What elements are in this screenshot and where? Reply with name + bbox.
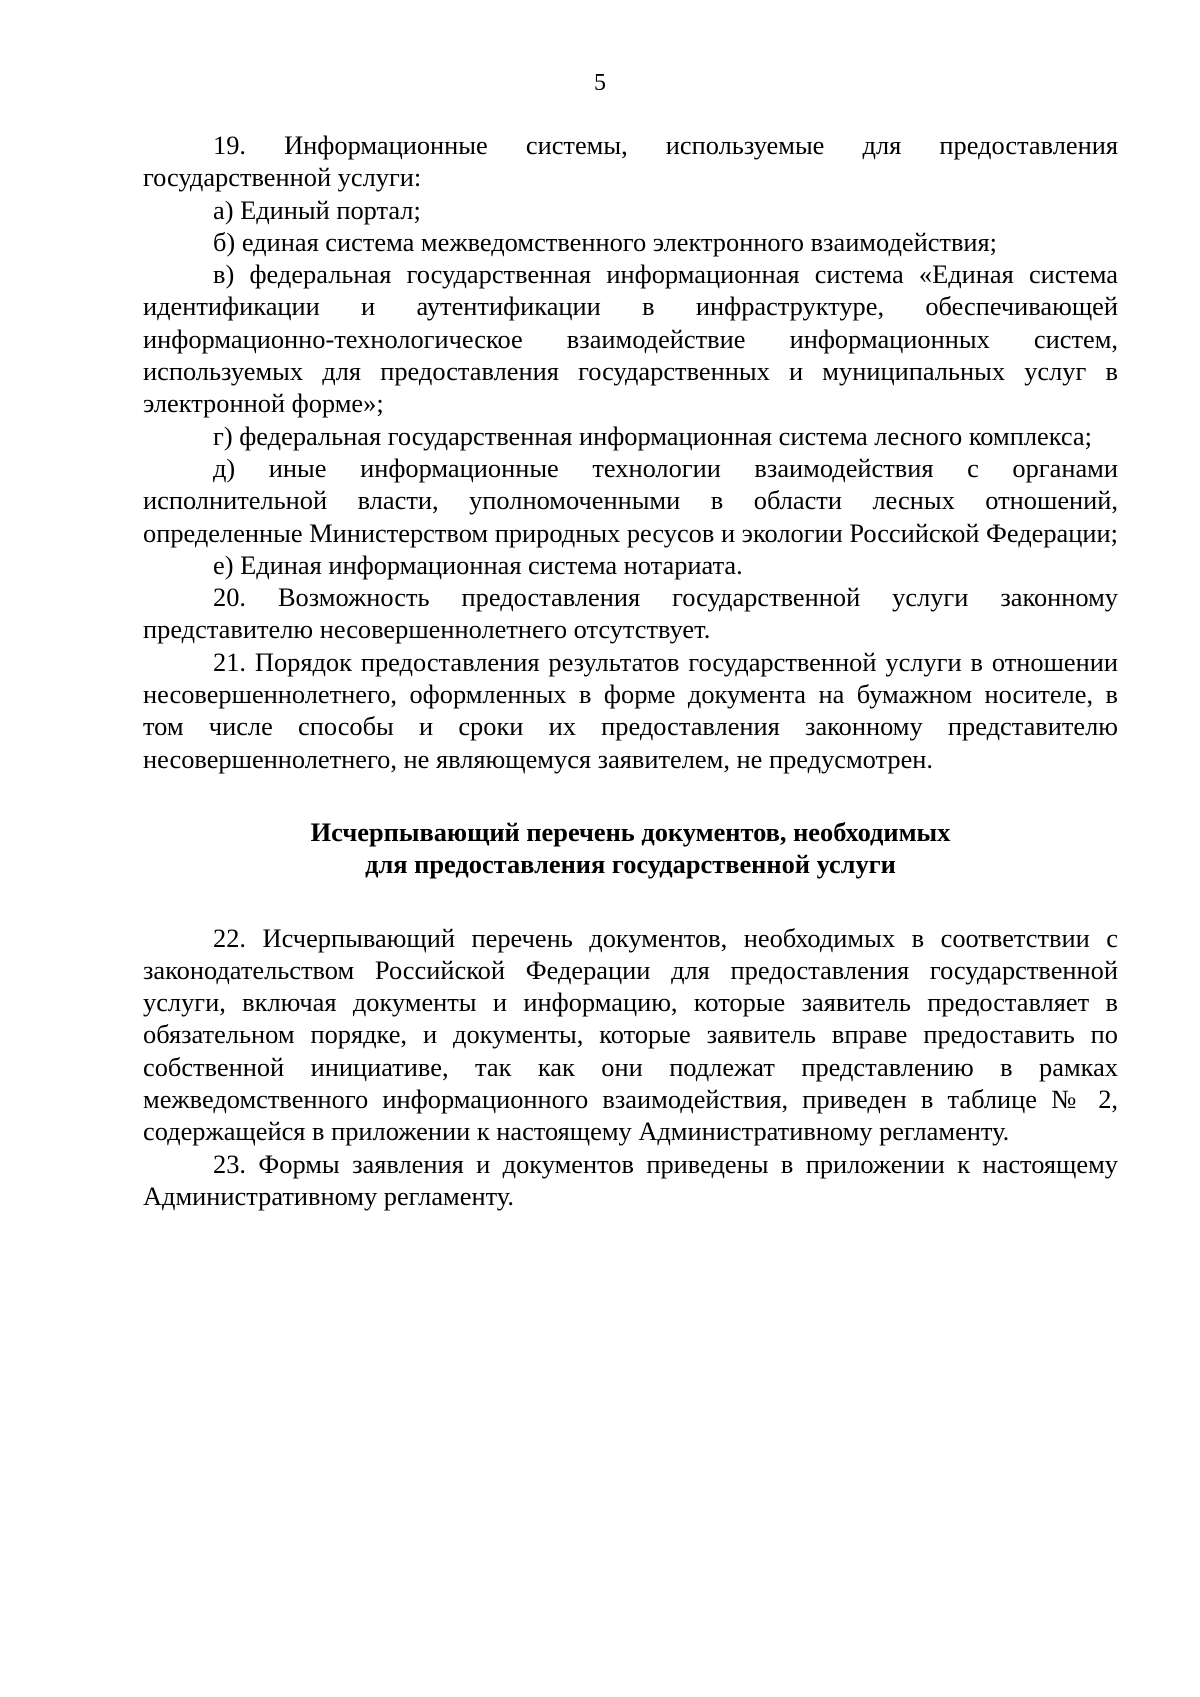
- section-heading-line-2: для предоставления государственной услуги: [365, 849, 896, 880]
- paragraph-22: 22. Исчерпывающий перечень документов, необходимых в соответствии с законодательством Российской Федерации для предоставления государственной услуги, включая документы и информацию, которые заявитель предоставляет в обязательном порядке, и документы, которые заявитель вправе предоставить по собственной инициативе, так как они подлежат представлению в рамках межведомственного информационного взаимодействия, приведен в таблице № 2, содержащейся в приложении к настоящему Административному регламенту.: [143, 922, 1118, 1147]
- list-item-g: г) федеральная государственная информационная система лесного комплекса;: [213, 420, 1092, 451]
- list-item-b: б) единая система межведомственного электронного взаимодействия;: [213, 226, 998, 257]
- list-item-v: в) федеральная государственная информационная система «Единая система идентификации и аутентификации в инфраструктуре, обеспечивающей информационно-технологическое взаимодействие информационных систем, используемых для предоставления государственных и муниципальных услуг в электронной форме»;: [143, 259, 1118, 419]
- paragraph-23: 23. Формы заявления и документов приведены в приложении к настоящему Административному регламенту.: [143, 1148, 1118, 1211]
- page-number: 5: [594, 70, 606, 96]
- paragraph-19: 19. Информационные системы, используемые для предоставления государственной услуги:: [143, 130, 1118, 193]
- paragraph-20: 20. Возможность предоставления государственной услуги законному представителю несовершеннолетнего отсутствует.: [143, 582, 1118, 645]
- section-heading: [143, 816, 1118, 881]
- list-item-d: д) иные информационные технологии взаимодействия с органами исполнительной власти, уполномоченными в области лесных отношений, определенные Министерством природных ресусов и экологии Российской Федерации;: [143, 452, 1118, 548]
- paragraph-21: 21. Порядок предоставления результатов государственной услуги в отношении несовершеннолетнего, оформленных в форме документа на бумажном носителе, в том числе способы и сроки их предоставления законному представителю несовершеннолетнего, не являющемуся заявителем, не предусмотрен.: [143, 646, 1118, 774]
- list-item-e: е) Единая информационная система нотариата.: [213, 549, 743, 580]
- document-body: [143, 129, 1118, 1212]
- list-item-a: а) Единый портал;: [213, 194, 421, 225]
- section-heading-line-1: Исчерпывающий перечень документов, необходимых: [310, 816, 951, 847]
